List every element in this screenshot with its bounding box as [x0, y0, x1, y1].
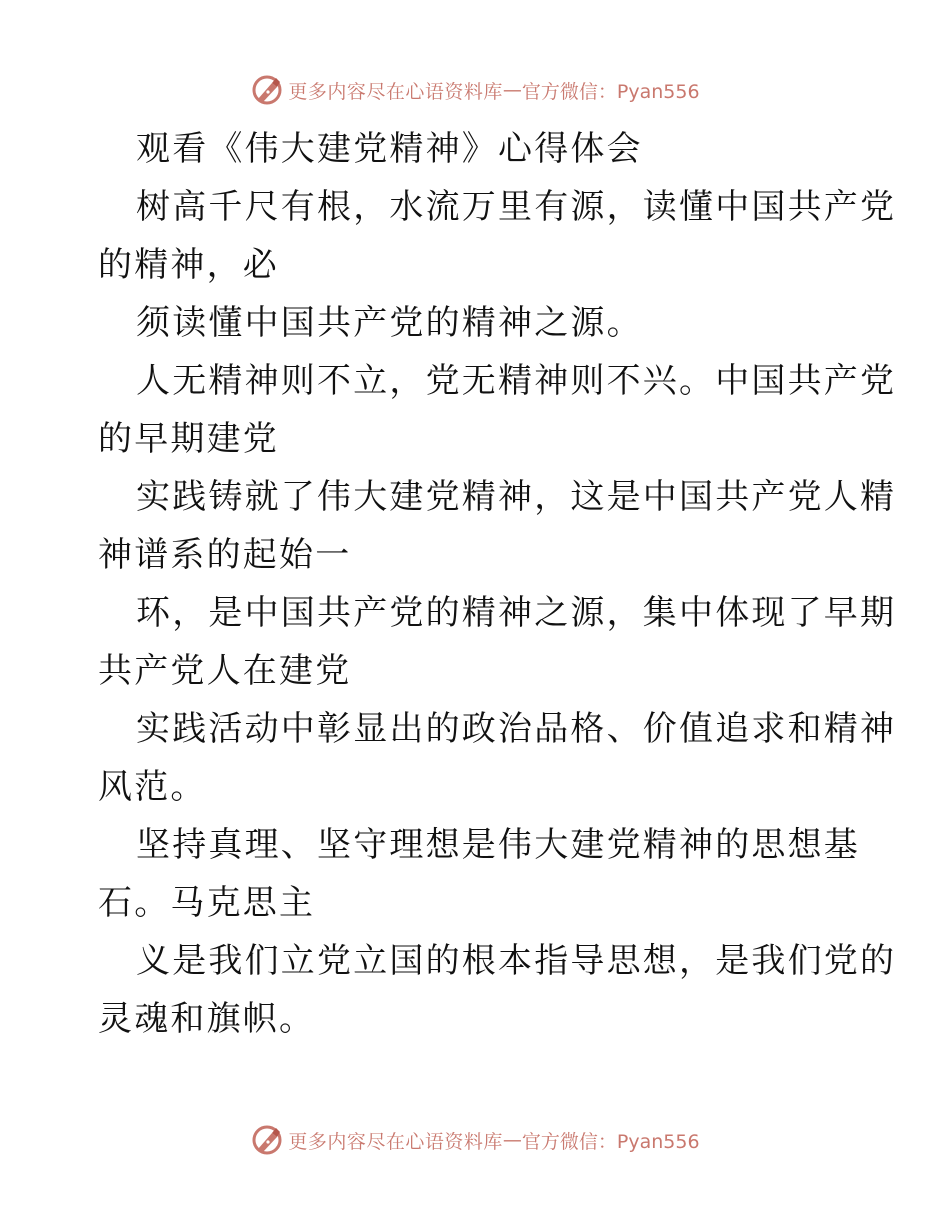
text-line: 的早期建党 — [98, 419, 279, 459]
text-line: 观看《伟大建党精神》心得体会 — [136, 129, 643, 169]
pen-nib-logo-icon — [250, 73, 284, 107]
watermark-sub-text: 官方微信：Pyan556 — [521, 80, 700, 103]
text-line: 实践铸就了伟大建党精神，这是中国共产党人精 — [136, 477, 897, 517]
text-line: 共产党人在建党 — [98, 651, 352, 691]
text-line: 义是我们立党立国的根本指导思想，是我们党的 — [136, 941, 897, 981]
watermark-separator: — — [502, 79, 522, 101]
pen-nib-logo-icon — [250, 1123, 284, 1157]
footer-watermark — [0, 1120, 950, 1160]
text-line: 的精神，必 — [98, 245, 279, 285]
text-line: 灵魂和旗帜。 — [98, 999, 316, 1039]
watermark-main-text: 更多内容尽在心语资料库 — [288, 1130, 503, 1153]
text-line: 须读懂中国共产党的精神之源。 — [136, 303, 643, 343]
text-line: 风范。 — [98, 767, 207, 807]
text-line: 实践活动中彰显出的政治品格、价值追求和精神 — [136, 709, 897, 749]
text-line: 石。马克思主 — [98, 883, 316, 923]
watermark-main-text: 更多内容尽在心语资料库 — [288, 80, 503, 103]
text-line: 环，是中国共产党的精神之源，集中体现了早期 — [136, 593, 897, 633]
text-line: 树高千尺有根，水流万里有源，读懂中国共产党 — [136, 187, 897, 227]
watermark-sub-text: 官方微信：Pyan556 — [521, 1130, 700, 1153]
header-watermark — [0, 70, 950, 110]
text-line: 神谱系的起始一 — [98, 535, 352, 575]
text-line: 人无精神则不立，党无精神则不兴。中国共产党 — [136, 361, 897, 401]
document-body — [98, 120, 897, 1048]
watermark-separator: — — [502, 1129, 522, 1151]
text-line: 坚持真理、坚守理想是伟大建党精神的思想基 — [136, 825, 860, 865]
